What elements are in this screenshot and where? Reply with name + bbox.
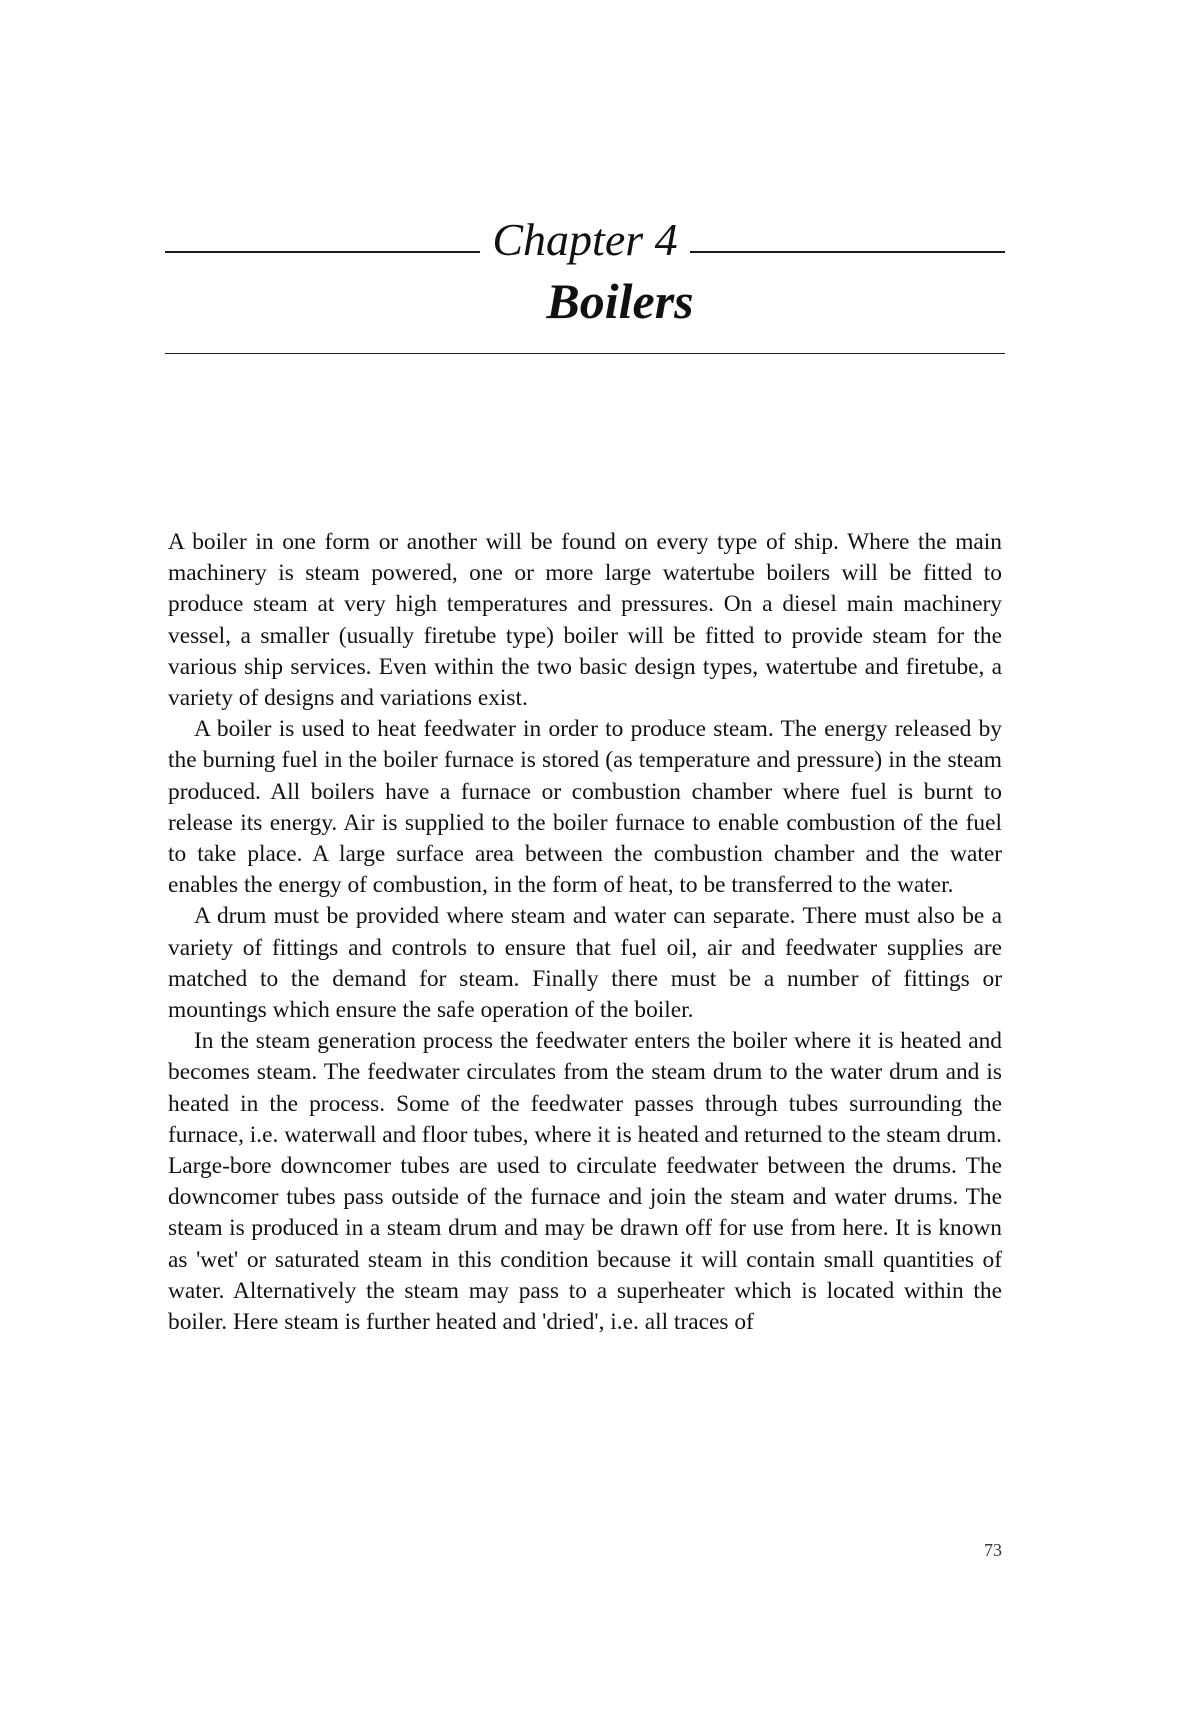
paragraph: A boiler in one form or another will be found on every type of ship. Where the main machinery is steam powered, one or more large watertube boilers will be fitted to produce steam at very high temperatures and pressures. On a diesel main machinery vessel, a smaller (usually firetube type) boiler will be fitted to provide steam for the various ship services. Even within the two basic design types, watertube and firetube, a variety of designs and variations exist.	[168, 529, 1002, 712]
chapter-rule-right	[690, 251, 1005, 253]
body-text	[168, 527, 1002, 1338]
page-number: 73	[984, 1540, 1002, 1560]
chapter-title: Boilers	[546, 273, 694, 329]
chapter-rule-left	[165, 251, 480, 253]
title-rule	[165, 353, 1005, 354]
paragraph: A drum must be provided where steam and water can separate. There must also be a variety of fittings and controls to ensure that fuel oil, air and feedwater supplies are matched to the demand for steam. Finally there must be a number of fittings or mountings which ensure the safe operation of the boiler.	[168, 903, 1002, 1024]
chapter-header	[165, 210, 1005, 370]
paragraph: In the steam generation process the feedwater enters the boiler where it is heated and becomes steam. The feedwater circulates from the steam drum to the water drum and is heated in the process. Some of the feedwater passes through tubes surrounding the furnace, i.e. waterwall and floor tubes, where it is heated and returned to the steam drum. Large-bore downcomer tubes are used to circulate feedwater between the drums. The downcomer tubes pass outside of the furnace and join the steam and water drums. The steam is produced in a steam drum and may be drawn off for use from here. It is known as 'wet' or saturated steam in this condition because it will contain small quantities of water. Alternatively the steam may pass to a superheater which is located within the boiler. Here steam is further heated and 'dried', i.e. all traces of	[168, 1028, 1002, 1336]
paragraph: A boiler is used to heat feedwater in order to produce steam. The energy released by the burning fuel in the boiler furnace is stored (as temperature and pressure) in the steam produced. All boilers have a furnace or combustion chamber where fuel is burnt to release its energy. Air is supplied to the boiler furnace to enable combustion of the fuel to take place. A large surface area between the combustion chamber and the water enables the energy of combustion, in the form of heat, to be transferred to the water.	[168, 716, 1002, 899]
chapter-label: Chapter 4	[492, 214, 678, 265]
chapter-label-row	[165, 210, 1005, 270]
